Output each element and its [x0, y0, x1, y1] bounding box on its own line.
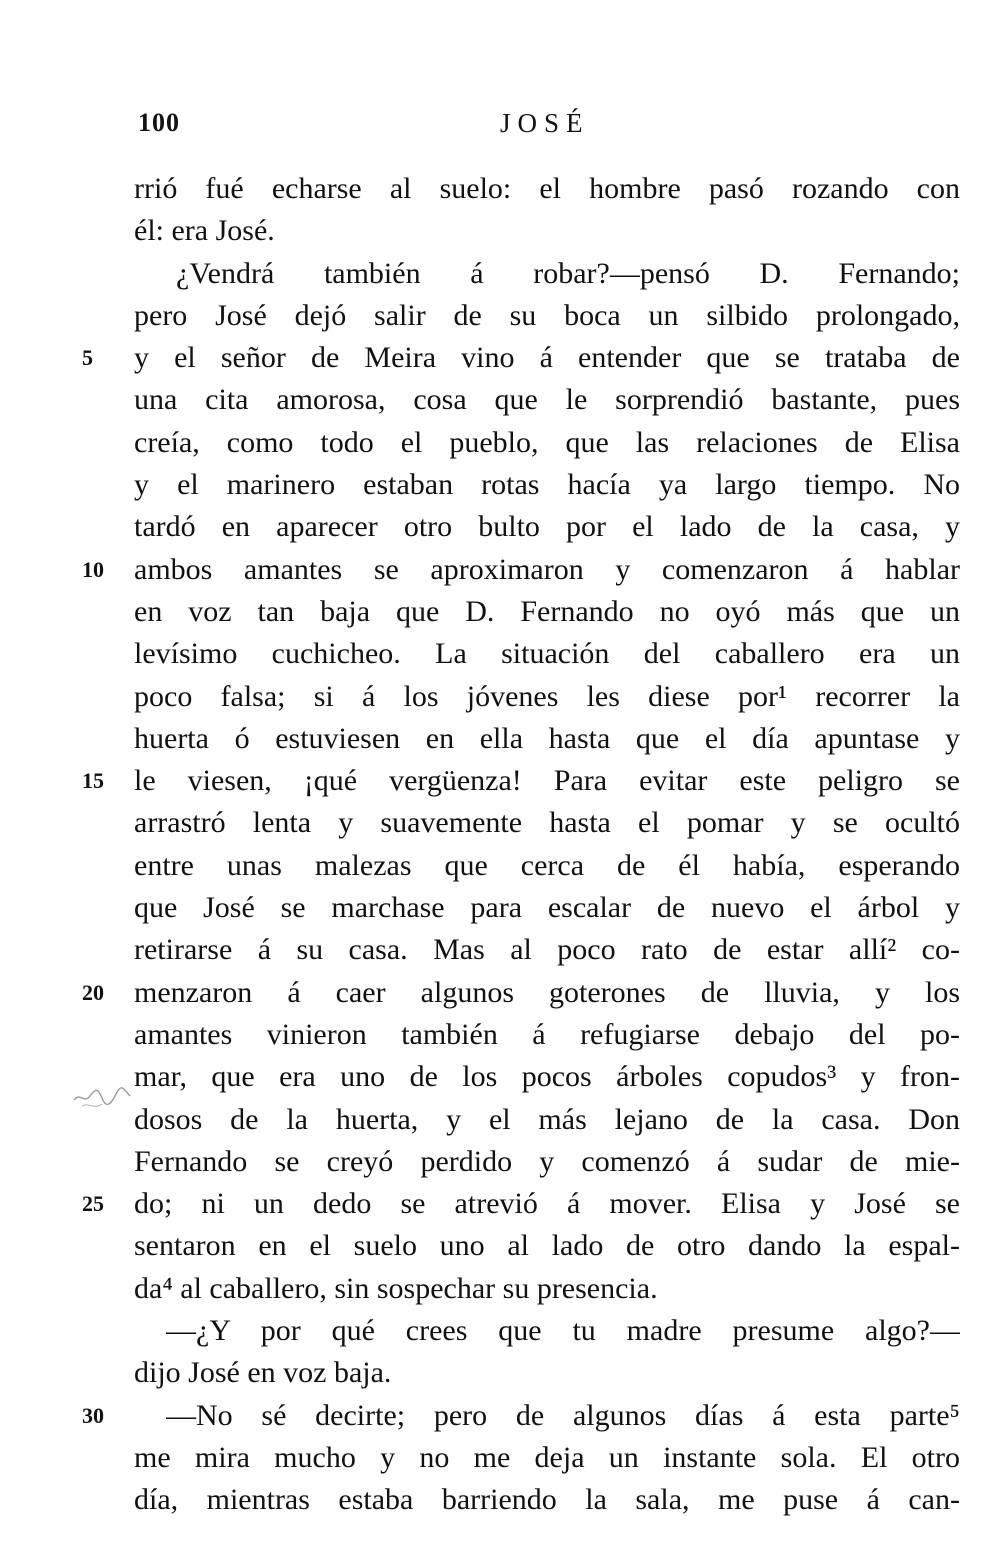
running-title: JOSÉ — [500, 108, 590, 138]
line-text: y el señor de Meira vino á entender que se trataba de — [134, 341, 960, 375]
line-text: él: era José. — [134, 214, 275, 248]
line-text: do; ni un dedo se atrevió á mover. Elisa y José se — [134, 1187, 960, 1221]
line-number: 30 — [82, 1402, 104, 1428]
line-text: levísimo cuchicheo. La situación del caballero era un — [134, 637, 960, 671]
line-text: creía, como todo el pueblo, que las relaciones de Elisa — [134, 425, 960, 459]
line-text: ambos amantes se aproximaron y comenzaron á hablar — [134, 552, 960, 586]
line-text: en voz tan baja que D. Fernando no oyó más que un — [134, 594, 960, 628]
text-line — [0, 422, 1000, 464]
text-line — [0, 1479, 1000, 1521]
line-text: y el marinero estaban rotas hacía ya largo tiempo. No — [134, 468, 960, 502]
line-number: 5 — [82, 345, 93, 371]
text-line — [0, 591, 1000, 633]
text-line — [0, 1310, 1000, 1352]
line-number: 20 — [82, 979, 104, 1005]
line-text: rrió fué echarse al suelo: el hombre pasó rozando con — [134, 172, 960, 205]
text-line — [0, 718, 1000, 760]
text-line — [0, 1183, 1000, 1225]
line-number: 25 — [82, 1191, 104, 1217]
line-text: —¿Y por qué crees que tu madre presume algo?— — [166, 1314, 960, 1348]
line-text: una cita amorosa, cosa que le sorprendió bastante, pues — [134, 383, 960, 417]
text-line — [0, 1352, 1000, 1394]
text-line — [0, 168, 1000, 210]
text-line — [0, 760, 1000, 802]
line-text: da⁴ al caballero, sin sospechar su presencia. — [134, 1271, 658, 1305]
page-header — [0, 108, 1000, 148]
line-text: amantes vinieron también á refugiarse debajo del po- — [134, 1017, 960, 1051]
text-line — [0, 337, 1000, 379]
text-line — [0, 549, 1000, 591]
text-line — [0, 1014, 1000, 1056]
text-line — [0, 1056, 1000, 1098]
text-line — [0, 1141, 1000, 1183]
body-text — [0, 168, 1000, 1522]
line-text: —No sé decirte; pero de algunos días á esta parte⁵ — [166, 1398, 960, 1432]
text-line — [0, 210, 1000, 252]
text-line — [0, 1099, 1000, 1141]
text-line — [0, 1225, 1000, 1267]
text-line — [0, 972, 1000, 1014]
line-text: huerta ó estuviesen en ella hasta que el día apuntase y — [134, 721, 960, 755]
line-text: me mira mucho y no me deja un instante sola. El otro — [134, 1440, 960, 1474]
page-number: 100 — [138, 108, 180, 137]
line-text: tardó en aparecer otro bulto por el lado de la casa, y — [134, 510, 960, 544]
line-text: dosos de la huerta, y el más lejano de la casa. Don — [134, 1102, 960, 1136]
text-line — [0, 633, 1000, 675]
text-line — [0, 295, 1000, 337]
text-line — [0, 929, 1000, 971]
text-line — [0, 506, 1000, 548]
line-text: entre unas malezas que cerca de él había, esperando — [134, 848, 960, 882]
line-text: día, mientras estaba barriendo la sala, me puse á can- — [134, 1483, 960, 1517]
line-text: retirarse á su casa. Mas al poco rato de estar allí² co- — [134, 933, 960, 967]
text-line — [0, 379, 1000, 421]
line-text: sentaron en el suelo uno al lado de otro dando la espal- — [134, 1229, 960, 1263]
line-text: ¿Vendrá también á robar?—pensó D. Fernando; — [176, 256, 960, 290]
line-text: dijo José en voz baja. — [134, 1356, 392, 1390]
text-line — [0, 802, 1000, 844]
text-line — [0, 1395, 1000, 1437]
text-line — [0, 676, 1000, 718]
line-text: que José se marchase para escalar de nuevo el árbol y — [134, 891, 960, 925]
text-line — [0, 464, 1000, 506]
line-text: arrastró lenta y suavemente hasta el pomar y se ocultó — [134, 806, 960, 840]
line-text: Fernando se creyó perdido y comenzó á sudar de mie- — [134, 1144, 960, 1178]
line-text: menzaron á caer algunos goterones de lluvia, y los — [134, 975, 960, 1009]
text-line — [0, 887, 1000, 929]
line-text: mar, que era uno de los pocos árboles copudos³ y fron- — [134, 1060, 960, 1094]
line-text: poco falsa; si á los jóvenes les diese por¹ recorrer la — [134, 679, 960, 713]
line-number: 15 — [82, 768, 104, 794]
line-number: 10 — [82, 556, 104, 582]
pencil-annotation-icon — [72, 1082, 132, 1116]
line-text: pero José dejó salir de su boca un silbido prolongado, — [134, 298, 960, 332]
text-line — [0, 1437, 1000, 1479]
text-line — [0, 253, 1000, 295]
text-line — [0, 845, 1000, 887]
line-text: le viesen, ¡qué vergüenza! Para evitar este peligro se — [134, 764, 960, 798]
text-line — [0, 1268, 1000, 1310]
